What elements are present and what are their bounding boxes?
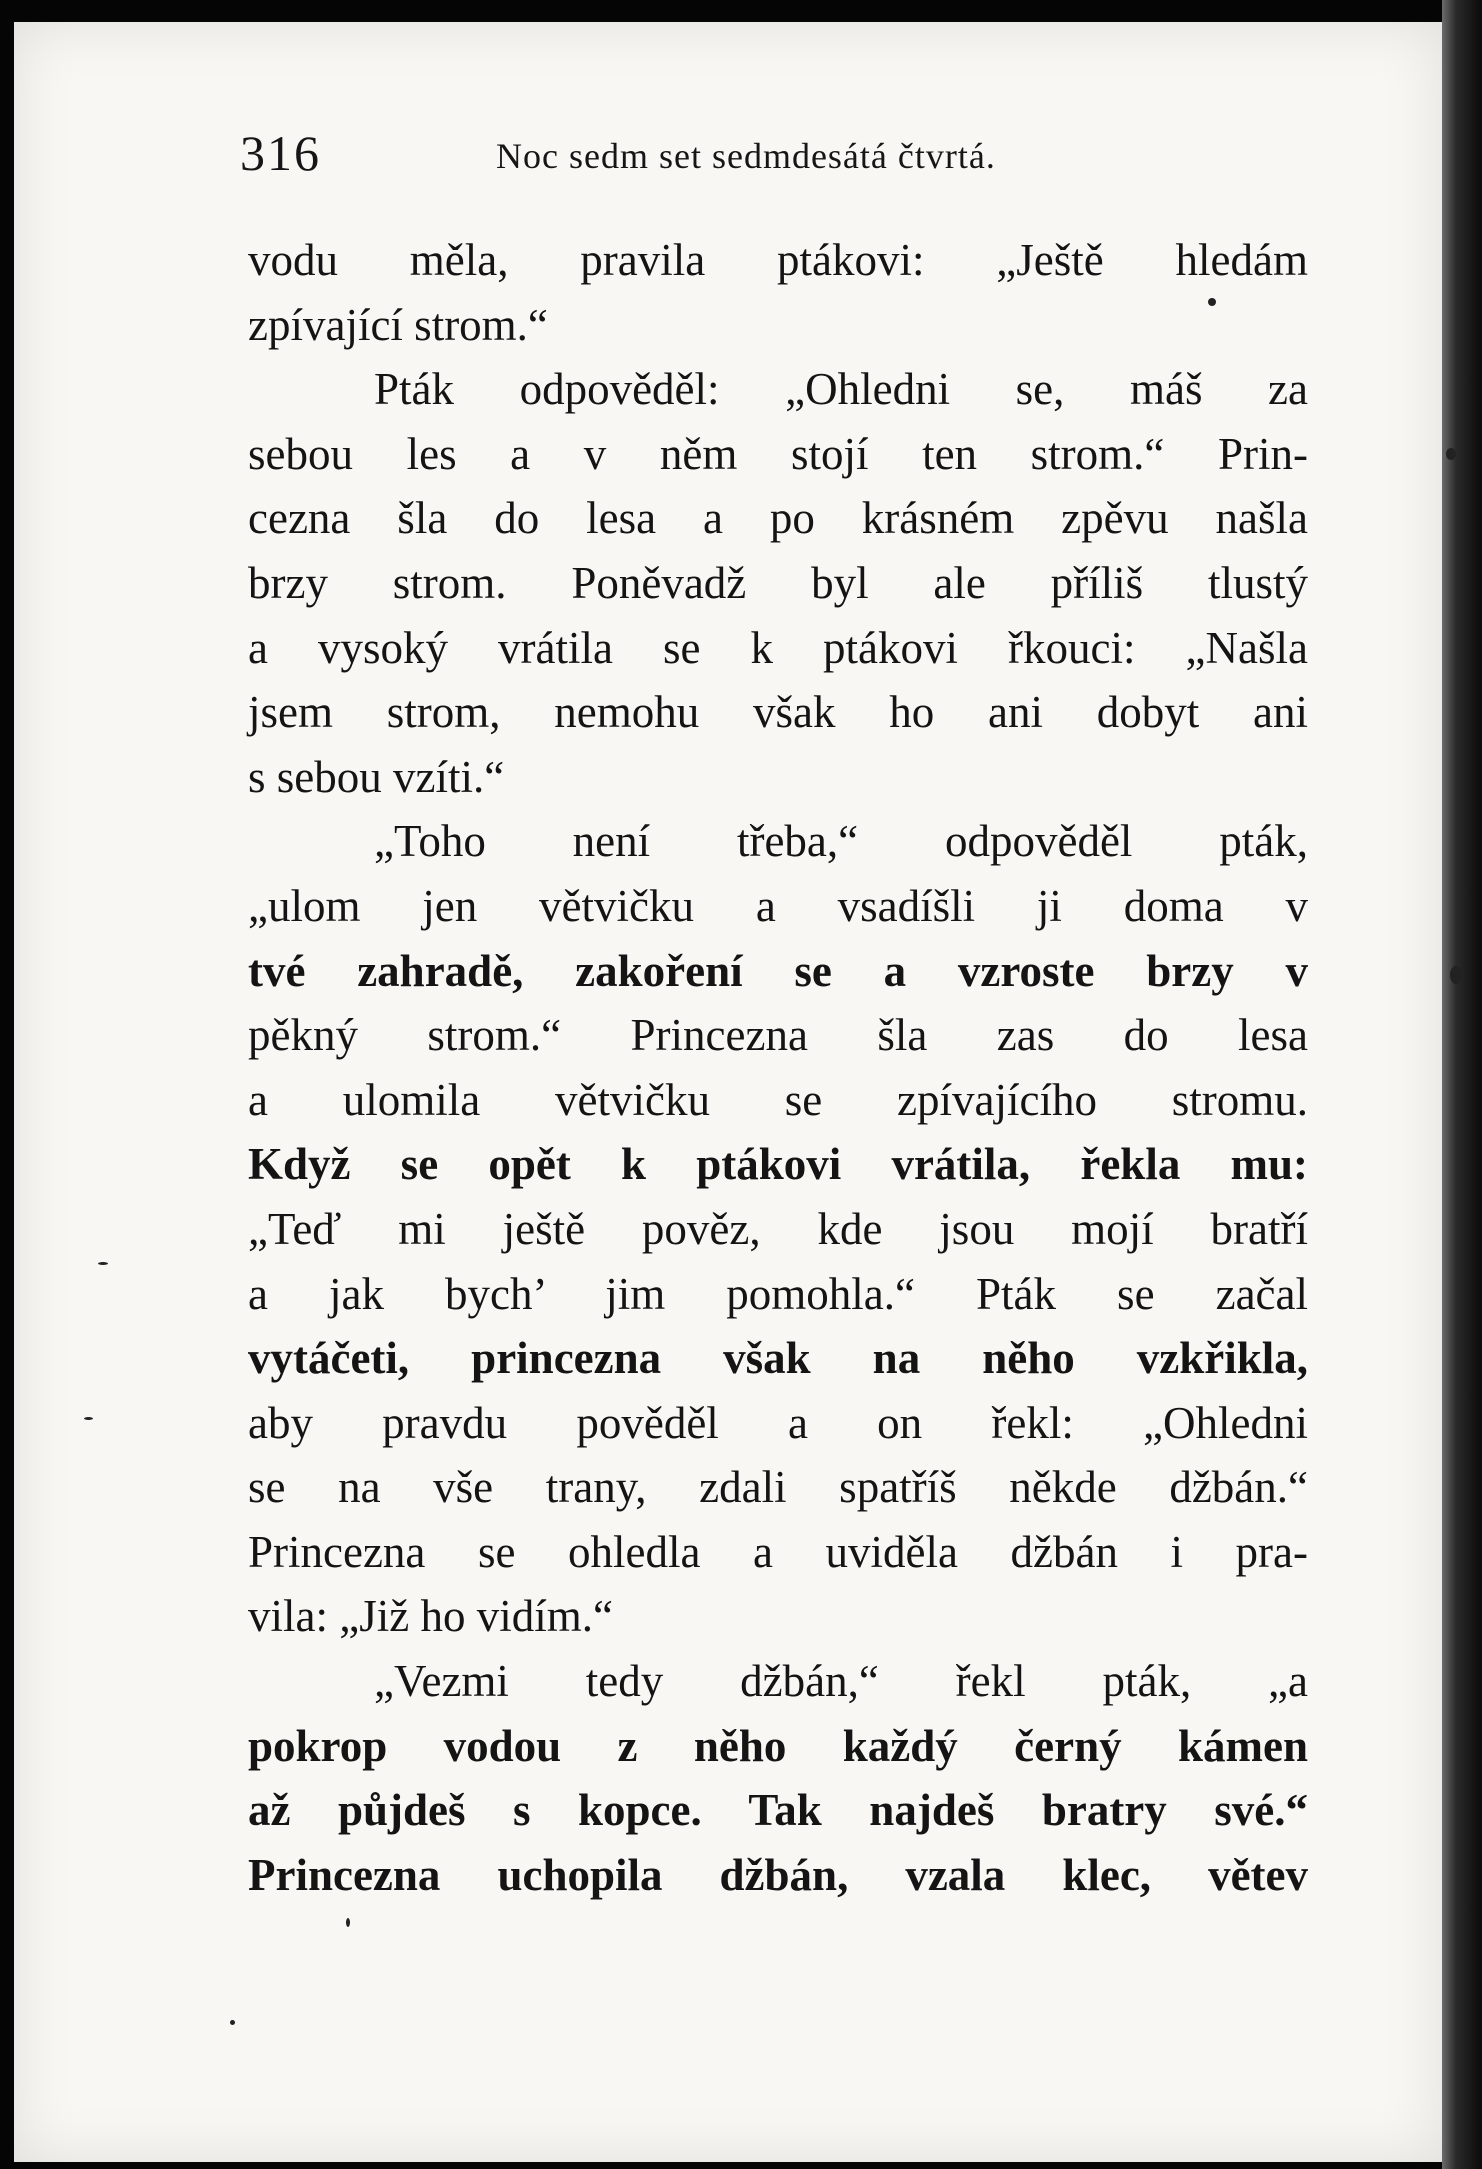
text-line: „Teď mi ještě pověz, kde jsou mojí bratří: [248, 1203, 1308, 1254]
text-line: a ulomila větvičku se zpívajícího stromu.: [248, 1074, 1308, 1125]
text-line: a jak bych’ jim pomohla.“ Pták se začal: [248, 1268, 1308, 1319]
text-line: pokrop vodou z něho každý černý kámen: [248, 1720, 1308, 1771]
text-line: Když se opět k ptákovi vrátila, řekla mu:: [248, 1139, 1308, 1190]
text-line: Princezna uchopila džbán, vzala klec, větev: [248, 1849, 1308, 1900]
text-line: „ulom jen větvičku a vsadíšli ji doma v: [248, 880, 1308, 931]
ink-speck: [84, 1417, 93, 1420]
text-line: brzy strom. Poněvadž byl ale příliš tlustý: [248, 557, 1308, 608]
page-edge-shadow: [1442, 0, 1482, 2169]
text-line: vila: „Již ho vidím.“: [248, 1591, 613, 1642]
text-line: vodu měla, pravila ptákovi: „Ještě hledám: [248, 235, 1308, 285]
text-line: Pták odpověděl: „Ohledni se, máš za: [374, 364, 1308, 415]
text-line: jsem strom, nemohu však ho ani dobyt ani: [248, 687, 1308, 738]
text-line: aby pravdu pověděl a on řekl: „Ohledni: [248, 1397, 1308, 1448]
running-title: Noc sedm set sedmdesátá čtvrtá.: [496, 136, 996, 176]
text-line: cezna šla do lesa a po krásném zpěvu našla: [248, 493, 1308, 544]
ink-speck: [230, 2020, 235, 2025]
text-line: Princezna se ohledla a uviděla džbán i pra-: [248, 1526, 1308, 1577]
ink-speck: [1446, 448, 1456, 460]
text-line: se na vše trany, zdali spatříš někde džbán.“: [248, 1462, 1308, 1513]
ink-speck: [1208, 298, 1216, 306]
ink-speck: [98, 1262, 108, 1265]
text-line: sebou les a v něm stojí ten strom.“ Prin-: [248, 428, 1308, 479]
body-text: [248, 228, 1308, 1907]
page-number: 316: [240, 125, 321, 181]
text-line: zpívající strom.“: [248, 299, 548, 350]
text-line: s sebou vzíti.“: [248, 751, 505, 802]
text-line: pěkný strom.“ Princezna šla zas do lesa: [248, 1010, 1308, 1061]
text-line: vytáčeti, princezna však na něho vzkřikla,: [248, 1333, 1308, 1384]
ink-speck: [1450, 966, 1462, 984]
ink-speck: [346, 1918, 350, 1927]
text-line: „Toho není třeba,“ odpověděl pták,: [374, 816, 1308, 867]
page-header: [240, 118, 1140, 188]
text-line: a vysoký vrátila se k ptákovi řkouci: „Našla: [248, 622, 1308, 673]
text-line: „Vezmi tedy džbán,“ řekl pták, „a: [374, 1656, 1308, 1707]
text-line: až půjdeš s kopce. Tak najdeš bratry své.“: [248, 1785, 1308, 1836]
text-line: tvé zahradě, zakoření se a vzroste brzy v: [248, 945, 1308, 996]
